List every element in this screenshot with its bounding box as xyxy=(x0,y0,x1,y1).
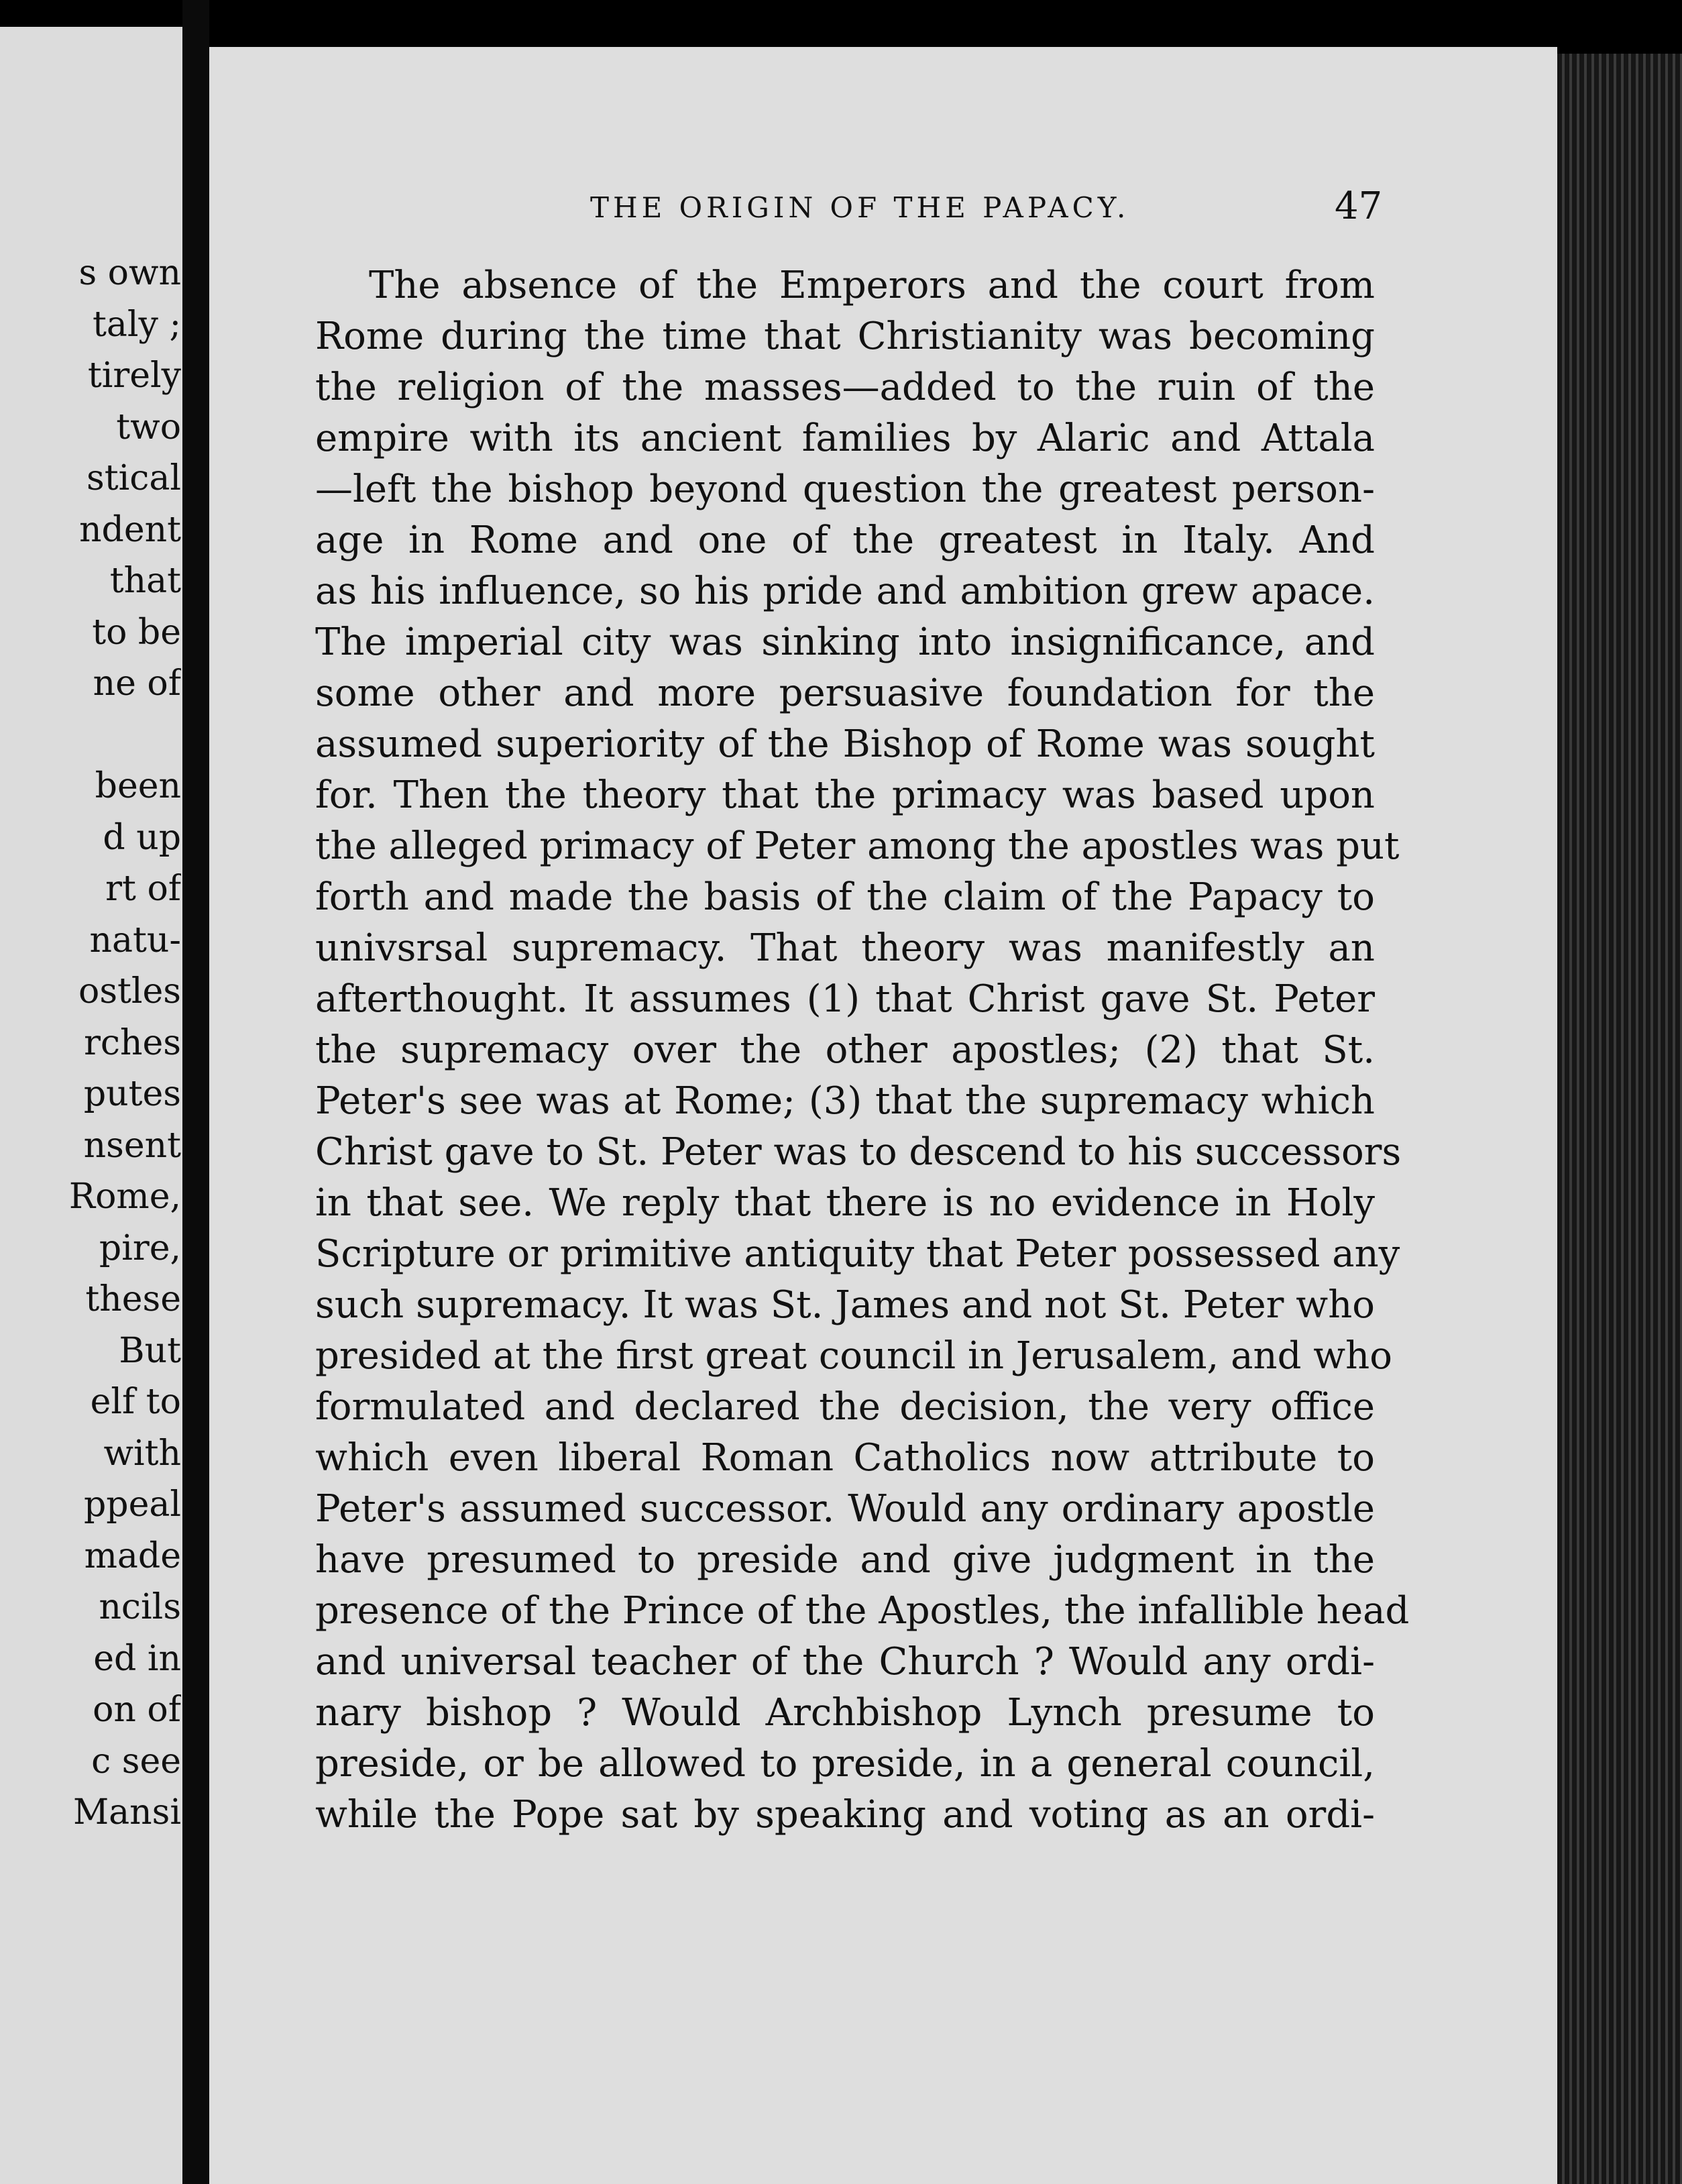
text-line: The absence of the Emperors and the court from xyxy=(369,264,1375,307)
text-line: and universal teacher of the Church ? Would any ordi- xyxy=(315,1640,1375,1684)
text-line: Rome during the time that Christianity was becoming xyxy=(315,315,1375,358)
left-page-line: ndent xyxy=(79,510,181,549)
left-page-line: stical xyxy=(87,459,181,498)
text-line: the alleged primacy of Peter among the apostles was put xyxy=(315,824,1400,868)
left-facing-page xyxy=(0,27,182,2184)
text-line: age in Rome and one of the greatest in Italy. And xyxy=(315,518,1375,562)
left-page-line: to be xyxy=(92,612,181,652)
text-line: presided at the first great council in Jerusalem, and who xyxy=(315,1334,1392,1378)
text-line: Christ gave to St. Peter was to descend to his successors xyxy=(315,1130,1402,1174)
left-page-line xyxy=(0,716,181,755)
left-page-line: these xyxy=(85,1280,181,1319)
text-line: as his influence, so his pride and ambition grew apace. xyxy=(315,569,1375,613)
text-line: presence of the Prince of the Apostles, the infallible head xyxy=(315,1589,1410,1633)
left-page-line: But xyxy=(119,1331,181,1370)
left-page-line: ne of xyxy=(93,664,181,703)
left-page-line: nsent xyxy=(83,1126,181,1165)
left-page-line: elf to xyxy=(90,1382,181,1421)
left-page-line: s own xyxy=(78,254,181,292)
left-page-line: tirely xyxy=(87,356,181,395)
left-page-line: with xyxy=(103,1433,181,1473)
text-line: such supremacy. It was St. James and not St. Peter who xyxy=(315,1283,1375,1327)
left-page-line: been xyxy=(95,767,181,806)
left-page-line: rt of xyxy=(105,869,181,908)
left-page-line: two xyxy=(116,407,181,447)
text-line: while the Pope sat by speaking and voting as an ordi- xyxy=(315,1793,1375,1837)
left-page-line: putes xyxy=(83,1075,181,1113)
left-page-line: ppeal xyxy=(84,1485,181,1524)
text-line: empire with its ancient families by Alaric and Attala xyxy=(315,417,1375,460)
text-line: The imperial city was sinking into insignificance, and xyxy=(315,620,1375,664)
left-page-line: ed in xyxy=(93,1639,181,1678)
text-line: —left the bishop beyond question the greatest person- xyxy=(315,468,1375,511)
text-line: forth and made the basis of the claim of the Papacy to xyxy=(315,875,1375,919)
text-line: the religion of the masses—added to the ruin of the xyxy=(315,366,1375,409)
text-line: in that see. We reply that there is no evidence in Holy xyxy=(315,1181,1375,1225)
left-page-line: pire, xyxy=(99,1228,181,1268)
text-line: some other and more persuasive foundation for the xyxy=(315,671,1375,715)
left-page-line: rches xyxy=(84,1023,181,1062)
left-page-line: that xyxy=(109,561,181,600)
text-line: Peter's assumed successor. Would any ordinary apostle xyxy=(315,1487,1375,1531)
text-line: univsrsal supremacy. That theory was manifestly an xyxy=(315,926,1375,970)
text-line: which even liberal Roman Catholics now attribute to xyxy=(315,1436,1375,1480)
left-page-line: on of xyxy=(93,1690,181,1729)
text-line: afterthought. It assumes (1) that Christ gave St. Peter xyxy=(315,977,1375,1021)
text-line: the supremacy over the other apostles; (2) that St. xyxy=(315,1028,1375,1072)
left-page-line: taly ; xyxy=(93,305,181,344)
left-page-line: ostles xyxy=(78,972,181,1011)
left-page-line: c see xyxy=(91,1741,181,1781)
page-edges xyxy=(1557,54,1682,2184)
book-gutter xyxy=(182,0,209,2184)
running-header: THE ORIGIN OF THE PAPACY. xyxy=(590,191,1130,224)
left-page-line: d up xyxy=(103,818,181,857)
left-page-line: Mansi xyxy=(72,1793,181,1832)
left-page-line: ncils xyxy=(99,1588,181,1627)
text-line: assumed superiority of the Bishop of Rome was sought xyxy=(315,722,1375,766)
text-line: nary bishop ? Would Archbishop Lynch presume to xyxy=(315,1691,1375,1735)
text-line: have presumed to preside and give judgment in the xyxy=(315,1538,1375,1582)
text-line: preside, or be allowed to preside, in a general council, xyxy=(315,1742,1375,1786)
text-line: Scripture or primitive antiquity that Peter possessed any xyxy=(315,1232,1400,1276)
body-text xyxy=(315,260,1410,1841)
left-page-line: made xyxy=(84,1536,181,1576)
text-line: formulated and declared the decision, the very office xyxy=(315,1385,1375,1429)
left-page-line: natu- xyxy=(89,920,181,960)
page-number: 47 xyxy=(1335,184,1383,228)
left-page-line: Rome, xyxy=(68,1177,181,1216)
text-line: Peter's see was at Rome; (3) that the supremacy which xyxy=(315,1079,1375,1123)
text-line: for. Then the theory that the primacy was based upon xyxy=(315,773,1375,817)
